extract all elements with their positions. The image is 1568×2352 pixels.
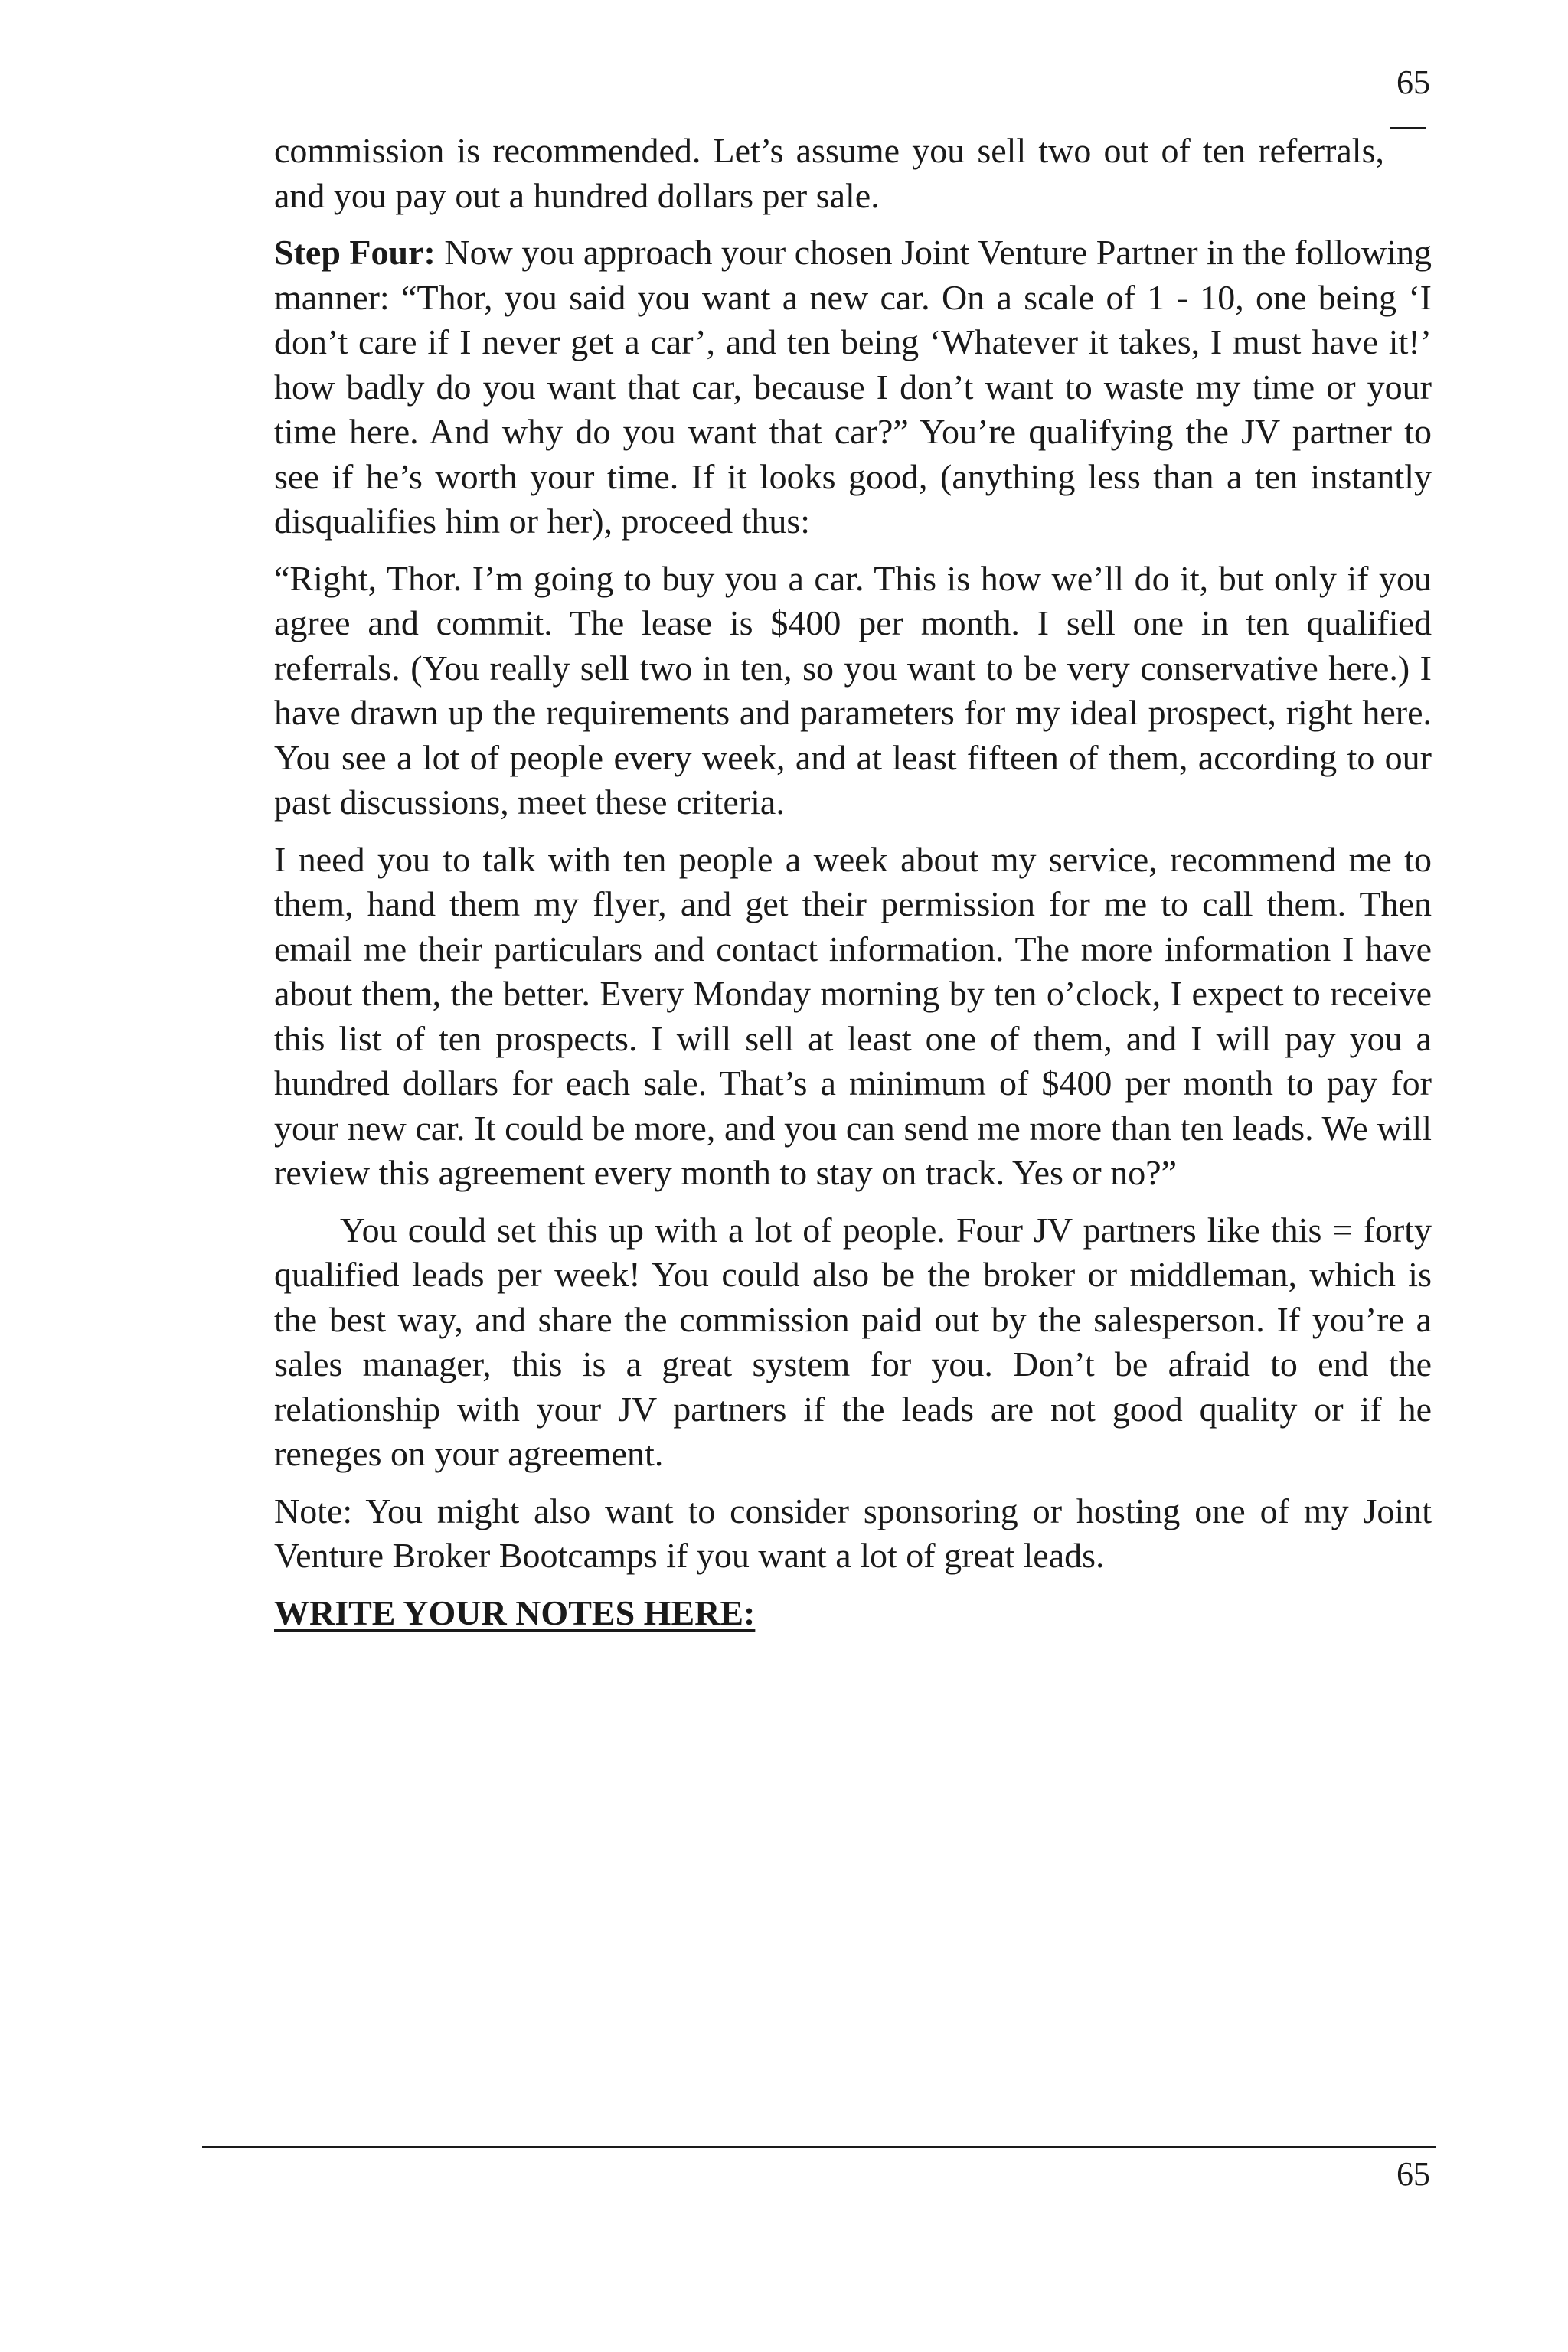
paragraph-set-this-up: You could set this up with a lot of people. Four JV partners like this = forty qualified leads per week! You could also be the broker or middleman, which is the best way, and share the commission paid out by the salesperson. If you’re a sales manager, this is a great system for you. Don’t be afraid to end the relationship with your JV partners if the leads are not good quality or if he reneges on your agreement. <box>274 1210 1432 1473</box>
page-number-footer: 65 <box>1396 2155 1430 2193</box>
page-number-header: 65 <box>1396 64 1430 101</box>
notes-heading: WRITE YOUR NOTES HERE: <box>274 1592 756 1632</box>
paragraph-note: Note: You might also want to consider sponsoring or hosting one of my Joint Venture Broker Bootcamps if you want a lot of great leads. <box>274 1491 1432 1575</box>
paragraph-commission: commission is recommended. Let’s assume you sell two out of ten referrals, and you pay out a hundred dollars per sale. <box>274 131 1384 215</box>
paragraph-step-four <box>274 230 1432 544</box>
step-four-label: Step Four: <box>274 233 436 272</box>
step-four-text: Now you approach your chosen Joint Venture Partner in the following manner: “Thor, you said you want a new car. On a scale of 1 - 10, one being ‘I don’t care if I never get a car’, and ten being ‘Whatever it takes, I must have it!’ how badly do you want that car, because I don’t want to waste my time or your time here. And why do you want that car?” You’re qualifying the JV partner to see if he’s worth your time. If it looks good, (anything less than a ten instantly disqualifies him or her), proceed thus: <box>274 233 1432 541</box>
paragraph-talk-with-ten: I need you to talk with ten people a week about my service, recommend me to them, hand them my flyer, and get their permission for me to call them. Then email me their particulars and contact information. The more information I have about them, the better. Every Monday morning by ten o’clock, I expect to receive this list of ten prospects. I will sell at least one of them, and I will pay you a hundred dollars for each sale. That’s a minimum of $400 per month to pay for your new car. It could be more, and you can send me more than ten leads. We will review this agreement every month to stay on track. Yes or no?” <box>274 839 1432 1192</box>
footer-rule <box>202 2146 1436 2148</box>
paragraph-right-thor: “Right, Thor. I’m going to buy you a car. This is how we’ll do it, but only if you agree and commit. The lease is $400 per month. I sell one in ten qualified referrals. (You really sell two in ten, so you want to be very conservative here.) I have drawn up the requirements and parameters for my ideal prospect, right here. You see a lot of people every week, and at least fifteen of them, according to our past discussions, meet these criteria. <box>274 558 1432 822</box>
page-body <box>274 129 1432 1635</box>
